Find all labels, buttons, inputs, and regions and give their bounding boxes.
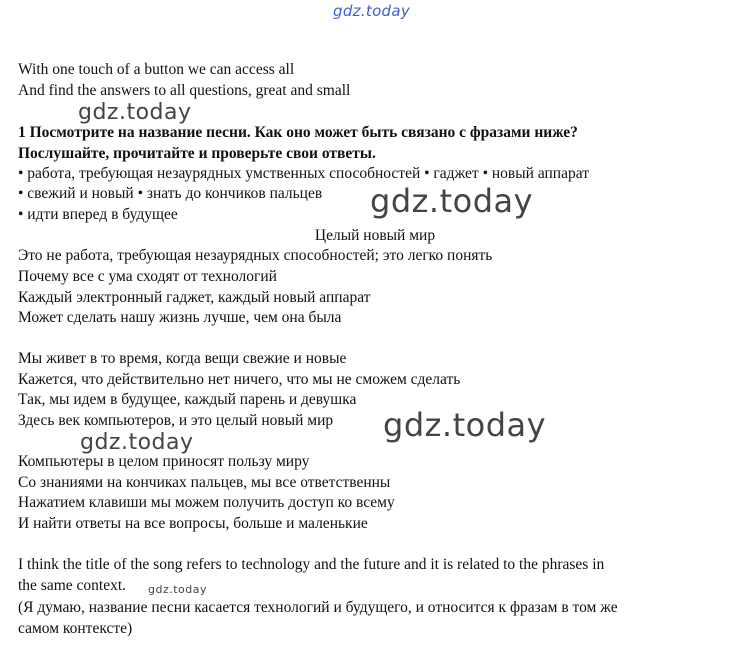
stanza-line: Это не работа, требующая незаурядных способностей; это легко понять xyxy=(18,247,493,264)
answer-line: the same context. xyxy=(18,577,127,594)
answer-line: самом контексте) xyxy=(18,620,133,637)
stanza-line: Кажется, что действительно нет ничего, что мы не сможем сделать xyxy=(18,371,461,388)
stanza-line: Может сделать нашу жизнь лучше, чем она была xyxy=(18,309,342,326)
stanza-line: Мы живет в то время, когда вещи свежие и новые xyxy=(18,350,347,367)
stanza-line: Здесь век компьютеров, и это целый новый мир xyxy=(18,412,334,429)
phrase-list-item: • свежий и новый • знать до кончиков пальцев xyxy=(18,185,323,202)
lyrics-line: With one touch of a button we can access all xyxy=(18,61,295,78)
stanza-line: Так, мы идем в будущее, каждый парень и девушка xyxy=(18,391,357,408)
answer-line: I think the title of the song refers to technology and the future and it is related to the phrases in xyxy=(18,556,605,573)
watermark: gdz.today xyxy=(370,182,534,220)
task-heading: 1 Посмотрите на название песни. Как оно может быть связано с фразами ниже? xyxy=(18,124,578,141)
task-heading: Послушайте, прочитайте и проверьте свои ответы. xyxy=(18,145,376,162)
stanza-line: И найти ответы на все вопросы, больше и маленькие xyxy=(18,515,368,532)
phrase-list-item: • работа, требующая незаурядных умственных способностей • гаджет • новый аппарат xyxy=(18,165,589,182)
answer-line: (Я думаю, название песни касается технологий и будущего, и относится к фразам в том же xyxy=(18,599,618,616)
phrase-list-item: • идти вперед в будущее xyxy=(18,206,178,223)
watermark: gdz.today xyxy=(80,430,194,455)
stanza-line: Почему все с ума сходят от технологий xyxy=(18,268,277,285)
translation-title: Целый новый мир xyxy=(314,227,436,244)
watermark: gdz.today xyxy=(78,100,192,125)
watermark: gdz.today xyxy=(383,406,547,444)
stanza-line: Со знаниями на кончиках пальцев, мы все ответственны xyxy=(18,474,391,491)
lyrics-line: And find the answers to all questions, great and small xyxy=(18,82,351,99)
watermark-top: gdz.today xyxy=(333,2,411,20)
stanza-line: Каждый электронный гаджет, каждый новый аппарат xyxy=(18,289,371,306)
stanza-line: Нажатием клавиши мы можем получить доступ ко всему xyxy=(18,494,395,511)
watermark: gdz.today xyxy=(148,583,208,596)
stanza-line: Компьютеры в целом приносят пользу миру xyxy=(18,453,310,470)
